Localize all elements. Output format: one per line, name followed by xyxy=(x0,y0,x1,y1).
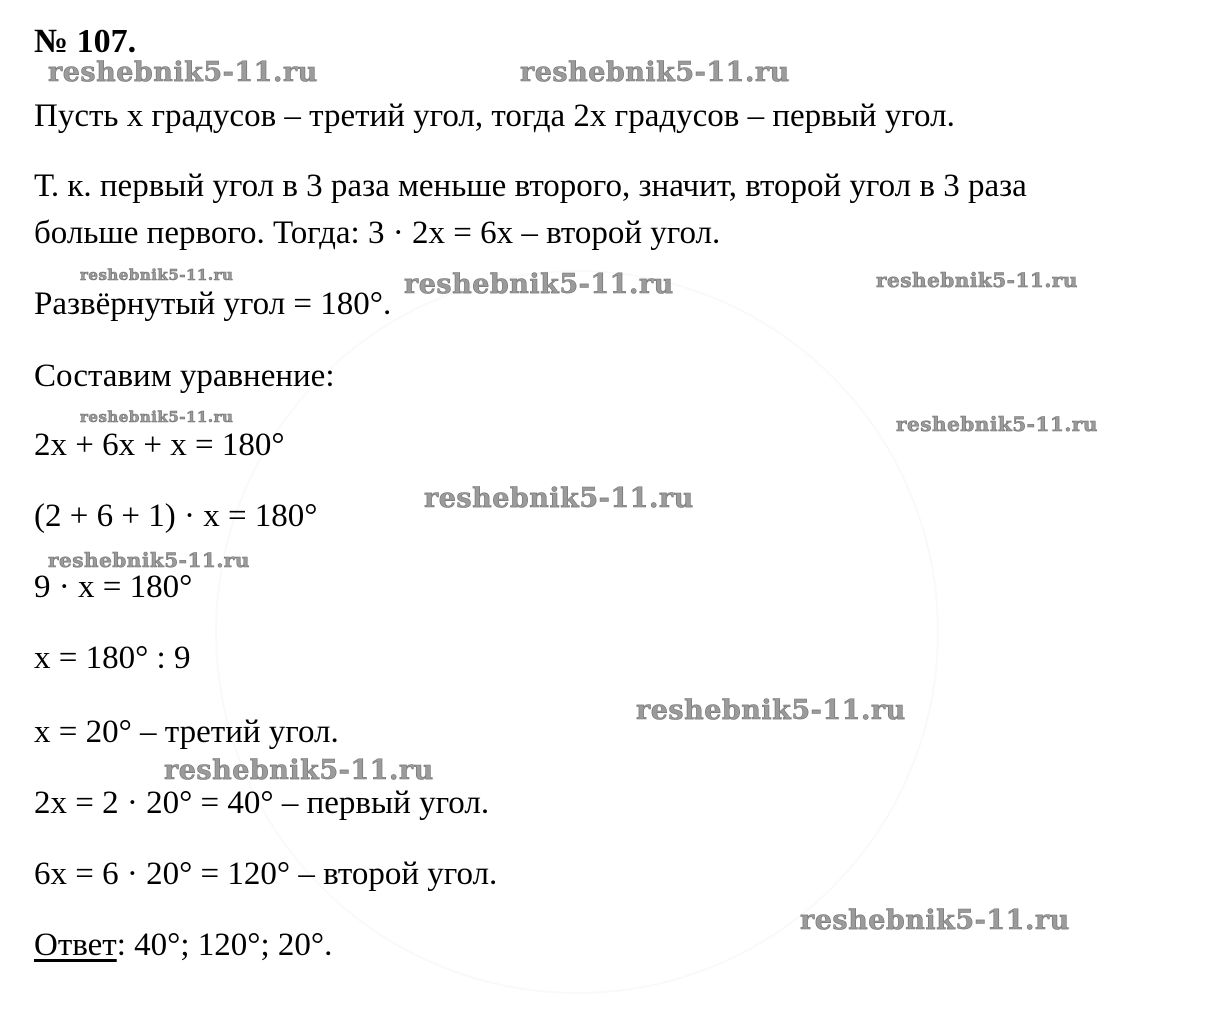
watermark: reshebnik5-11.ru xyxy=(424,483,694,514)
result-line-3: 6x = 6 · 20° = 120° – второй угол. xyxy=(34,856,498,892)
answer-values: : 40°; 120°; 20°. xyxy=(116,927,333,963)
solution-line-4: Развёрнутый угол = 180°. xyxy=(34,286,392,322)
answer-label: Ответ xyxy=(34,927,117,963)
solution-line-5: Составим уравнение: xyxy=(34,358,335,394)
equation-line-2: (2 + 6 + 1) · x = 180° xyxy=(34,498,318,534)
watermark: reshebnik5-11.ru xyxy=(80,408,234,426)
watermark: reshebnik5-11.ru xyxy=(404,269,674,300)
watermark: reshebnik5-11.ru xyxy=(876,268,1078,292)
watermark: reshebnik5-11.ru xyxy=(48,548,250,572)
equation-line-3: 9 · x = 180° xyxy=(34,569,193,605)
watermark: reshebnik5-11.ru xyxy=(800,905,1070,936)
result-line-1: x = 20° – третий угол. xyxy=(34,714,339,750)
watermark: reshebnik5-11.ru xyxy=(80,266,234,284)
watermark: reshebnik5-11.ru xyxy=(520,57,790,88)
watermark: reshebnik5-11.ru xyxy=(636,695,906,726)
watermark: reshebnik5-11.ru xyxy=(164,755,434,786)
watermark: reshebnik5-11.ru xyxy=(48,57,318,88)
watermark: reshebnik5-11.ru xyxy=(896,412,1098,436)
problem-number: № 107. xyxy=(34,23,137,60)
solution-line-1: Пусть x градусов – третий угол, тогда 2x градусов – первый угол. xyxy=(34,98,955,134)
solution-line-2: Т. к. первый угол в 3 раза меньше второго, значит, второй угол в 3 раза xyxy=(34,168,1027,204)
equation-line-1: 2x + 6x + x = 180° xyxy=(34,427,285,463)
result-line-2: 2x = 2 · 20° = 40° – первый угол. xyxy=(34,785,490,821)
equation-line-4: x = 180° : 9 xyxy=(34,640,191,676)
answer-line xyxy=(34,925,332,965)
solution-line-3: больше первого. Тогда: 3 · 2x = 6x – второй угол. xyxy=(34,215,721,251)
